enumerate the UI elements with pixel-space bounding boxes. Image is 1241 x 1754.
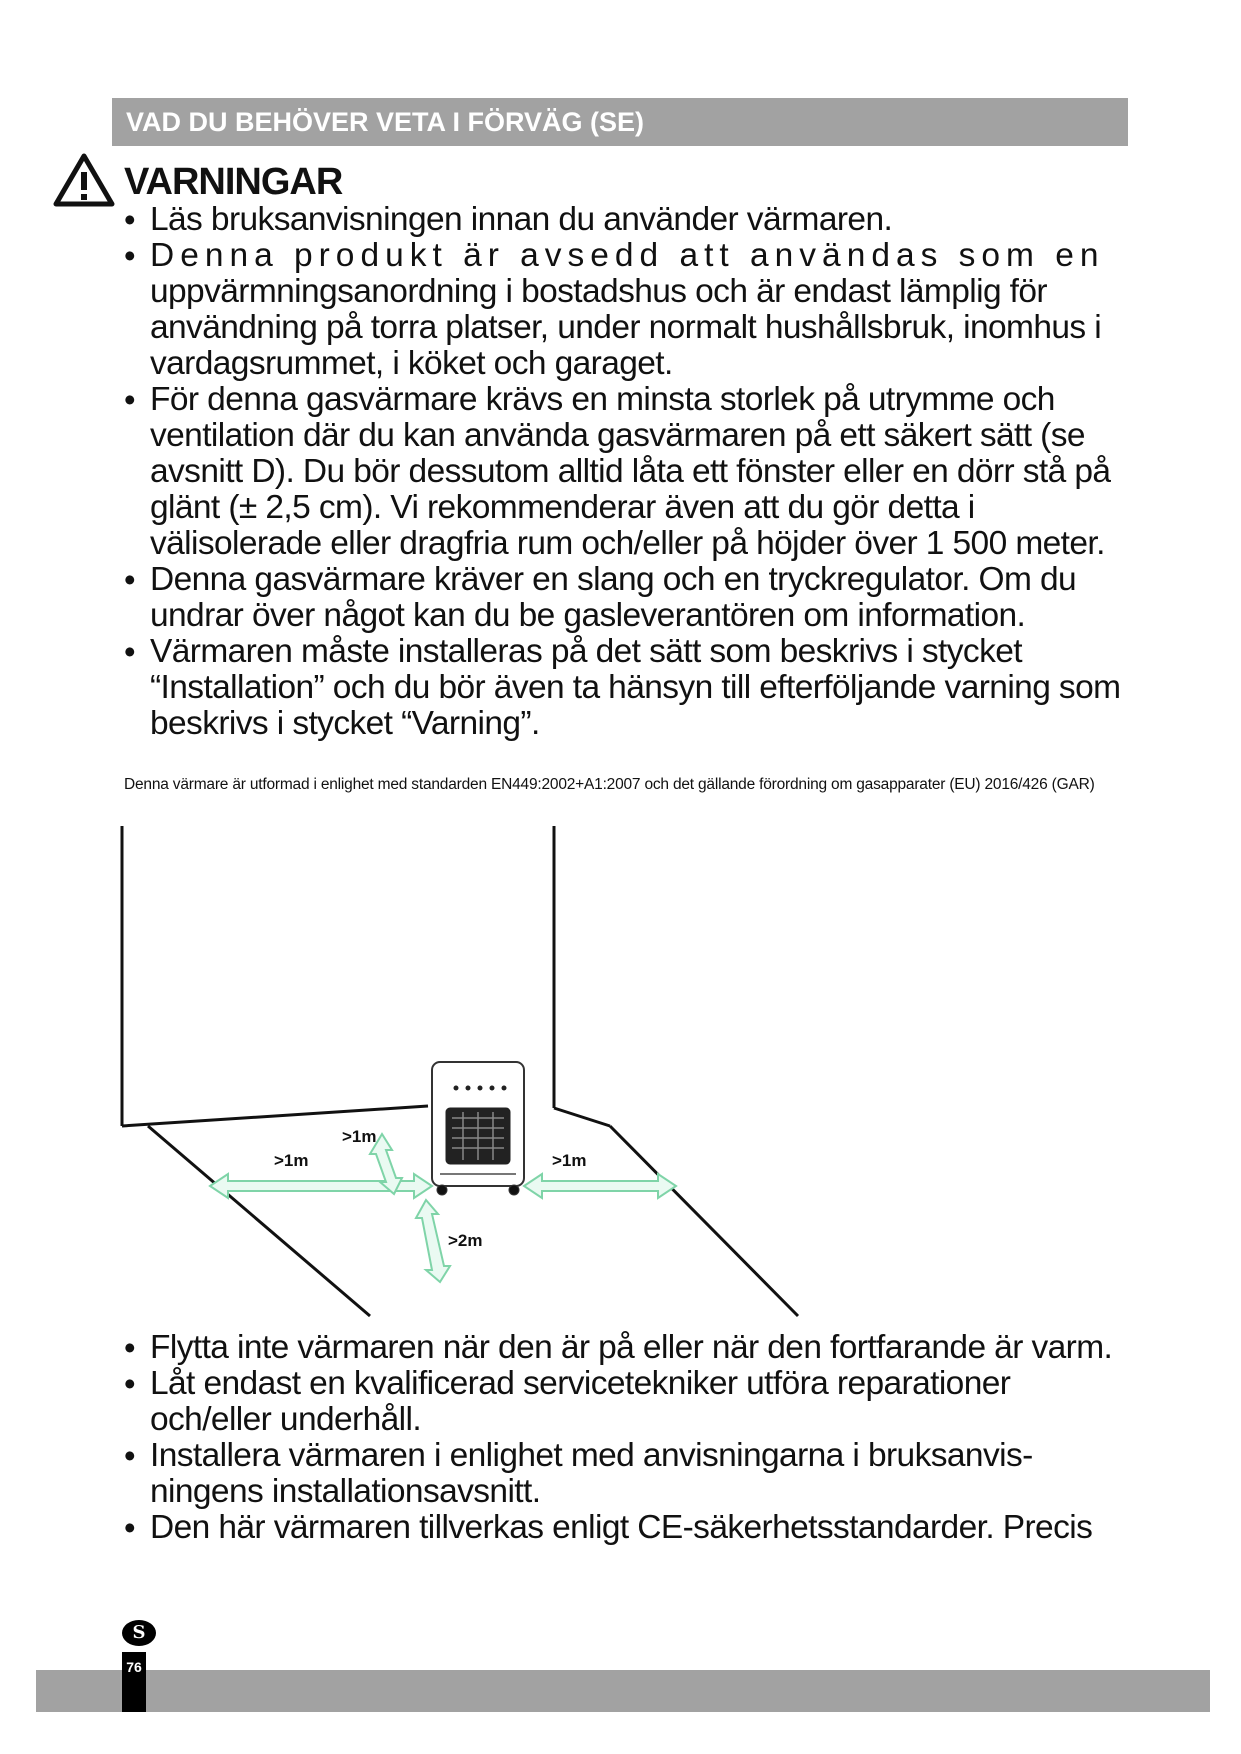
warnings-heading: VARNINGAR: [124, 161, 343, 203]
list-item: • Den här värmaren tillverkas enligt CE-säkerhetsstandarder. Precis: [124, 1509, 1093, 1546]
warnings-list-top: [124, 202, 1134, 742]
list-item: • Denna gasvärmare kräver en slang och en tryckregulator. Om du undrar över något kan du be gasleverantören om information.: [124, 561, 1077, 634]
page-number: 76: [122, 1652, 146, 1712]
label-right: >1m: [552, 1151, 587, 1170]
label-back: >1m: [342, 1127, 377, 1146]
list-item: • Denna produkt är avsedd att användas som en uppvärmningsanordning i bostadshus och är endast lämplig för användning på torra platser, under normalt hushållsbruk, inomhus i vardagsrummet, i köket och garaget.: [124, 237, 1105, 382]
warning-triangle-icon: [52, 152, 116, 208]
list-item: • För denna gasvärmare krävs en minsta storlek på utrymme och ventilation där du kan använda gasvärmaren på ett säkert sätt (se avsnitt D). Du bör dessutom alltid låta ett fönster eller en dörr stå på glänt (± 2,5 cm). Vi rekommenderar även att du gör detta i välisolerade eller dragfria rum och/eller på höjder över 1 500 meter.: [124, 381, 1111, 562]
heater-icon: [432, 1062, 524, 1195]
arrow-right: [524, 1174, 676, 1198]
clearance-diagram: [118, 826, 818, 1326]
label-left: >1m: [274, 1151, 309, 1170]
list-item: • Läs bruksanvisningen innan du använder värmaren.: [124, 201, 893, 238]
language-badge: S: [122, 1620, 156, 1646]
standard-note: Denna värmare är utformad i enlighet med standarden EN449:2002+A1:2007 och det gällande förordning om gasapparater (EU) 2016/426 (GAR): [124, 776, 1095, 793]
label-front: >2m: [448, 1231, 483, 1250]
section-header: VAD DU BEHÖVER VETA I FÖRVÄG (SE): [112, 98, 1128, 146]
list-item: • Installera värmaren i enlighet med anvisningarna i bruksanvis-ningens installationsavsnitt.: [124, 1437, 1033, 1510]
warnings-list-bottom: [124, 1330, 1134, 1546]
list-item: • Låt endast en kvalificerad servicetekniker utföra reparationer och/eller underhåll.: [124, 1365, 1011, 1438]
list-item: • Värmaren måste installeras på det sätt som beskrivs i stycket “Installation” och du bör även ta hänsyn till efterföljande varning som beskrivs i stycket “Varning”.: [124, 633, 1121, 742]
footer-bar: [36, 1670, 1210, 1712]
list-item: • Flytta inte värmaren när den är på eller när den fortfarande är varm.: [124, 1329, 1113, 1366]
arrow-front: [416, 1200, 450, 1282]
